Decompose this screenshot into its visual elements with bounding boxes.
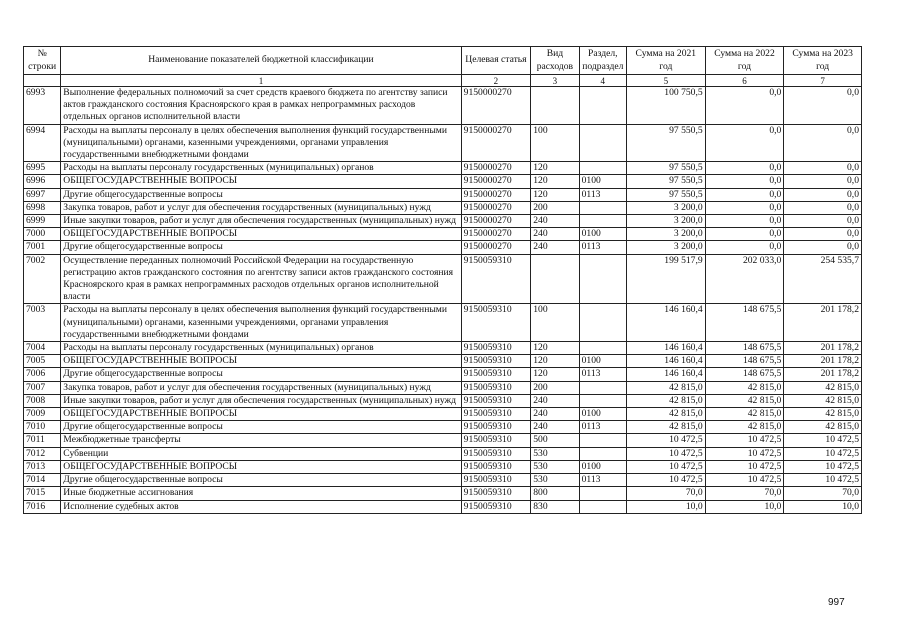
- row-number: 6997: [24, 188, 61, 201]
- sum-2023: 201 178,2: [784, 355, 862, 368]
- expense-type: 200: [531, 201, 579, 214]
- section-code: [579, 162, 626, 175]
- sum-2023: 201 178,2: [784, 342, 862, 355]
- table-row: [24, 460, 862, 473]
- expense-type: 120: [531, 355, 579, 368]
- section-code: 0113: [579, 474, 626, 487]
- sum-2023: 0,0: [784, 87, 862, 125]
- table-body: [24, 87, 862, 514]
- table-row: [24, 162, 862, 175]
- row-number: 7004: [24, 342, 61, 355]
- row-number: 7012: [24, 447, 61, 460]
- indicator-name: Осуществление переданных полномочий Российской Федерации на государственную регистрацию актов гражданского состояния по агентству записи актов гражданского состояния Красноярского края в рамках непрограммных расходов отдельных органов исполнительной власти: [61, 254, 461, 304]
- table-row: [24, 342, 862, 355]
- target-article: 9150059310: [461, 408, 531, 421]
- target-article: 9150000270: [461, 175, 531, 188]
- row-number: 7015: [24, 487, 61, 500]
- sum-2023: 0,0: [784, 215, 862, 228]
- row-number: 7013: [24, 460, 61, 473]
- sum-2021: 3 200,0: [627, 215, 706, 228]
- header-sum-2023: Сумма на 2023 год: [784, 47, 862, 75]
- table-row: [24, 124, 862, 162]
- header-indicator-name: Наименование показателей бюджетной классификации: [61, 47, 461, 75]
- sum-2022: 202 033,0: [705, 254, 784, 304]
- target-article: 9150059310: [461, 421, 531, 434]
- indicator-name: Расходы на выплаты персоналу государственных (муниципальных) органов: [61, 342, 461, 355]
- expense-type: 240: [531, 228, 579, 241]
- expense-type: 200: [531, 381, 579, 394]
- sum-2022: 0,0: [705, 215, 784, 228]
- row-number: 6995: [24, 162, 61, 175]
- column-number: 1: [61, 75, 461, 87]
- sum-2022: 148 675,5: [705, 368, 784, 381]
- target-article: 9150000270: [461, 201, 531, 214]
- row-number: 7005: [24, 355, 61, 368]
- row-number: 6993: [24, 87, 61, 125]
- indicator-name: ОБЩЕГОСУДАРСТВЕННЫЕ ВОПРОСЫ: [61, 460, 461, 473]
- sum-2021: 10 472,5: [627, 434, 706, 447]
- table-row: [24, 408, 862, 421]
- sum-2022: 148 675,5: [705, 355, 784, 368]
- header-section: Раздел, подраздел: [579, 47, 626, 75]
- target-article: 9150000270: [461, 188, 531, 201]
- sum-2021: 97 550,5: [627, 188, 706, 201]
- indicator-name: Расходы на выплаты персоналу государственных (муниципальных) органов: [61, 162, 461, 175]
- section-code: [579, 434, 626, 447]
- sum-2022: 0,0: [705, 188, 784, 201]
- section-code: [579, 215, 626, 228]
- target-article: 9150059310: [461, 355, 531, 368]
- sum-2022: 10 472,5: [705, 460, 784, 473]
- sum-2022: 0,0: [705, 241, 784, 254]
- section-code: [579, 87, 626, 125]
- target-article: 9150059310: [461, 254, 531, 304]
- section-code: 0113: [579, 421, 626, 434]
- sum-2021: 42 815,0: [627, 408, 706, 421]
- row-number: 7014: [24, 474, 61, 487]
- sum-2021: 97 550,5: [627, 124, 706, 162]
- sum-2023: 10 472,5: [784, 447, 862, 460]
- section-code: [579, 394, 626, 407]
- indicator-name: Выполнение федеральных полномочий за счет средств краевого бюджета по агентству записи актов гражданского состояния Красноярского края в рамках непрограммных расходов отдельных органов исполнительной власти: [61, 87, 461, 125]
- expense-type: [531, 87, 579, 125]
- row-number: 6994: [24, 124, 61, 162]
- section-code: [579, 487, 626, 500]
- target-article: 9150059310: [461, 342, 531, 355]
- column-number-blank: [24, 75, 61, 87]
- indicator-name: Межбюджетные трансферты: [61, 434, 461, 447]
- sum-2022: 0,0: [705, 162, 784, 175]
- sum-2021: 10 472,5: [627, 474, 706, 487]
- sum-2021: 146 160,4: [627, 342, 706, 355]
- sum-2021: 146 160,4: [627, 368, 706, 381]
- sum-2022: 0,0: [705, 201, 784, 214]
- expense-type: [531, 254, 579, 304]
- header-sum-2021: Сумма на 2021 год: [627, 47, 706, 75]
- sum-2023: 10 472,5: [784, 474, 862, 487]
- indicator-name: ОБЩЕГОСУДАРСТВЕННЫЕ ВОПРОСЫ: [61, 228, 461, 241]
- expense-type: 800: [531, 487, 579, 500]
- indicator-name: Расходы на выплаты персоналу в целях обеспечения выполнения функций государственными (муниципальными) органами, казенными учреждениями, органами управления государственными внебюджетными фондами: [61, 124, 461, 162]
- sum-2021: 42 815,0: [627, 421, 706, 434]
- sum-2021: 100 750,5: [627, 87, 706, 125]
- row-number: 6996: [24, 175, 61, 188]
- sum-2023: 42 815,0: [784, 381, 862, 394]
- sum-2023: 201 178,2: [784, 368, 862, 381]
- indicator-name: Другие общегосударственные вопросы: [61, 188, 461, 201]
- section-code: [579, 342, 626, 355]
- sum-2022: 148 675,5: [705, 342, 784, 355]
- sum-2022: 0,0: [705, 228, 784, 241]
- expense-type: 830: [531, 500, 579, 513]
- sum-2021: 42 815,0: [627, 381, 706, 394]
- table-row: [24, 241, 862, 254]
- target-article: 9150059310: [461, 500, 531, 513]
- table-row: [24, 87, 862, 125]
- sum-2022: 42 815,0: [705, 421, 784, 434]
- sum-2023: 42 815,0: [784, 394, 862, 407]
- section-code: [579, 500, 626, 513]
- sum-2022: 0,0: [705, 124, 784, 162]
- expense-type: 240: [531, 408, 579, 421]
- indicator-name: Иные закупки товаров, работ и услуг для обеспечения государственных (муниципальных) нужд: [61, 215, 461, 228]
- row-number: 7006: [24, 368, 61, 381]
- expense-type: 100: [531, 304, 579, 342]
- sum-2022: 0,0: [705, 175, 784, 188]
- target-article: 9150000270: [461, 215, 531, 228]
- indicator-name: Другие общегосударственные вопросы: [61, 241, 461, 254]
- expense-type: 120: [531, 368, 579, 381]
- sum-2021: 199 517,9: [627, 254, 706, 304]
- sum-2021: 3 200,0: [627, 241, 706, 254]
- indicator-name: Иные бюджетные ассигнования: [61, 487, 461, 500]
- table-row: [24, 175, 862, 188]
- target-article: 9150000270: [461, 87, 531, 125]
- row-number: 7008: [24, 394, 61, 407]
- sum-2023: 42 815,0: [784, 421, 862, 434]
- expense-type: 120: [531, 342, 579, 355]
- indicator-name: Другие общегосударственные вопросы: [61, 421, 461, 434]
- sum-2023: 201 178,2: [784, 304, 862, 342]
- column-number: 5: [627, 75, 706, 87]
- sum-2022: 0,0: [705, 87, 784, 125]
- row-number: 7010: [24, 421, 61, 434]
- section-code: [579, 254, 626, 304]
- row-number: 7001: [24, 241, 61, 254]
- target-article: 9150059310: [461, 304, 531, 342]
- row-number: 7009: [24, 408, 61, 421]
- target-article: 9150000270: [461, 162, 531, 175]
- sum-2021: 146 160,4: [627, 355, 706, 368]
- expense-type: 500: [531, 434, 579, 447]
- expense-type: 240: [531, 215, 579, 228]
- column-numbers-row: [24, 75, 862, 87]
- sum-2023: 10 472,5: [784, 434, 862, 447]
- target-article: 9150059310: [461, 434, 531, 447]
- header-expense-type: Вид расходов: [531, 47, 579, 75]
- sum-2022: 10 472,5: [705, 474, 784, 487]
- expense-type: 120: [531, 188, 579, 201]
- row-number: 7011: [24, 434, 61, 447]
- section-code: 0100: [579, 460, 626, 473]
- table-row: [24, 368, 862, 381]
- sum-2021: 3 200,0: [627, 201, 706, 214]
- column-number: 4: [579, 75, 626, 87]
- section-code: 0113: [579, 368, 626, 381]
- column-number: 7: [784, 75, 862, 87]
- table-header: [24, 47, 862, 87]
- sum-2022: 10 472,5: [705, 447, 784, 460]
- sum-2023: 70,0: [784, 487, 862, 500]
- expense-type: 120: [531, 162, 579, 175]
- sum-2021: 3 200,0: [627, 228, 706, 241]
- sum-2023: 10,0: [784, 500, 862, 513]
- sum-2022: 148 675,5: [705, 304, 784, 342]
- section-code: 0100: [579, 228, 626, 241]
- column-number: 2: [461, 75, 531, 87]
- sum-2021: 10 472,5: [627, 447, 706, 460]
- sum-2023: 0,0: [784, 201, 862, 214]
- sum-2022: 10 472,5: [705, 434, 784, 447]
- page-number: 997: [828, 597, 845, 608]
- sum-2023: 254 535,7: [784, 254, 862, 304]
- table-row: [24, 201, 862, 214]
- section-code: [579, 381, 626, 394]
- expense-type: 240: [531, 241, 579, 254]
- indicator-name: Расходы на выплаты персоналу в целях обеспечения выполнения функций государственными (муниципальными) органами, казенными учреждениями, органами управления государственными внебюджетными фондами: [61, 304, 461, 342]
- target-article: 9150059310: [461, 447, 531, 460]
- indicator-name: ОБЩЕГОСУДАРСТВЕННЫЕ ВОПРОСЫ: [61, 355, 461, 368]
- sum-2021: 97 550,5: [627, 162, 706, 175]
- table-row: [24, 188, 862, 201]
- section-code: 0100: [579, 355, 626, 368]
- table-row: [24, 474, 862, 487]
- sum-2021: 70,0: [627, 487, 706, 500]
- budget-sheet: [23, 46, 862, 514]
- table-row: [24, 381, 862, 394]
- table-row: [24, 304, 862, 342]
- sum-2022: 42 815,0: [705, 394, 784, 407]
- sum-2022: 42 815,0: [705, 408, 784, 421]
- section-code: [579, 201, 626, 214]
- table-row: [24, 434, 862, 447]
- column-number: 3: [531, 75, 579, 87]
- table-row: [24, 500, 862, 513]
- sum-2022: 42 815,0: [705, 381, 784, 394]
- indicator-name: Исполнение судебных актов: [61, 500, 461, 513]
- table-row: [24, 447, 862, 460]
- expense-type: 240: [531, 421, 579, 434]
- row-number: 7000: [24, 228, 61, 241]
- table-row: [24, 355, 862, 368]
- sum-2023: 0,0: [784, 175, 862, 188]
- row-number: 7003: [24, 304, 61, 342]
- table-row: [24, 487, 862, 500]
- header-sum-2022: Сумма на 2022 год: [705, 47, 784, 75]
- expense-type: 530: [531, 474, 579, 487]
- expense-type: 100: [531, 124, 579, 162]
- sum-2023: 0,0: [784, 228, 862, 241]
- target-article: 9150000270: [461, 241, 531, 254]
- table-row: [24, 394, 862, 407]
- target-article: 9150000270: [461, 124, 531, 162]
- sum-2023: 42 815,0: [784, 408, 862, 421]
- expense-type: 530: [531, 447, 579, 460]
- section-code: 0100: [579, 175, 626, 188]
- row-number: 6998: [24, 201, 61, 214]
- section-code: 0113: [579, 188, 626, 201]
- target-article: 9150059310: [461, 394, 531, 407]
- sum-2022: 10,0: [705, 500, 784, 513]
- table-row: [24, 421, 862, 434]
- indicator-name: ОБЩЕГОСУДАРСТВЕННЫЕ ВОПРОСЫ: [61, 175, 461, 188]
- target-article: 9150000270: [461, 228, 531, 241]
- sum-2021: 42 815,0: [627, 394, 706, 407]
- indicator-name: Иные закупки товаров, работ и услуг для обеспечения государственных (муниципальных) нужд: [61, 394, 461, 407]
- sum-2021: 97 550,5: [627, 175, 706, 188]
- indicator-name: Закупка товаров, работ и услуг для обеспечения государственных (муниципальных) нужд: [61, 381, 461, 394]
- header-target-article: Целевая статья: [461, 47, 531, 75]
- target-article: 9150059310: [461, 487, 531, 500]
- indicator-name: Закупка товаров, работ и услуг для обеспечения государственных (муниципальных) нужд: [61, 201, 461, 214]
- row-number: 6999: [24, 215, 61, 228]
- sum-2021: 146 160,4: [627, 304, 706, 342]
- indicator-name: Другие общегосударственные вопросы: [61, 474, 461, 487]
- column-number: 6: [705, 75, 784, 87]
- target-article: 9150059310: [461, 368, 531, 381]
- section-code: [579, 124, 626, 162]
- section-code: 0113: [579, 241, 626, 254]
- expense-type: 120: [531, 175, 579, 188]
- row-number: 7002: [24, 254, 61, 304]
- expense-type: 240: [531, 394, 579, 407]
- table-row: [24, 215, 862, 228]
- section-code: 0100: [579, 408, 626, 421]
- sum-2023: 0,0: [784, 188, 862, 201]
- sum-2021: 10 472,5: [627, 460, 706, 473]
- sum-2023: 0,0: [784, 124, 862, 162]
- table-row: [24, 254, 862, 304]
- sum-2022: 70,0: [705, 487, 784, 500]
- expense-type: 530: [531, 460, 579, 473]
- table-row: [24, 228, 862, 241]
- sum-2023: 0,0: [784, 241, 862, 254]
- sum-2021: 10,0: [627, 500, 706, 513]
- row-number: 7007: [24, 381, 61, 394]
- header-row-number: № строки: [24, 47, 61, 75]
- target-article: 9150059310: [461, 460, 531, 473]
- target-article: 9150059310: [461, 474, 531, 487]
- indicator-name: Субвенции: [61, 447, 461, 460]
- sum-2023: 0,0: [784, 162, 862, 175]
- budget-table: [23, 46, 862, 514]
- indicator-name: ОБЩЕГОСУДАРСТВЕННЫЕ ВОПРОСЫ: [61, 408, 461, 421]
- row-number: 7016: [24, 500, 61, 513]
- section-code: [579, 304, 626, 342]
- sum-2023: 10 472,5: [784, 460, 862, 473]
- section-code: [579, 447, 626, 460]
- target-article: 9150059310: [461, 381, 531, 394]
- indicator-name: Другие общегосударственные вопросы: [61, 368, 461, 381]
